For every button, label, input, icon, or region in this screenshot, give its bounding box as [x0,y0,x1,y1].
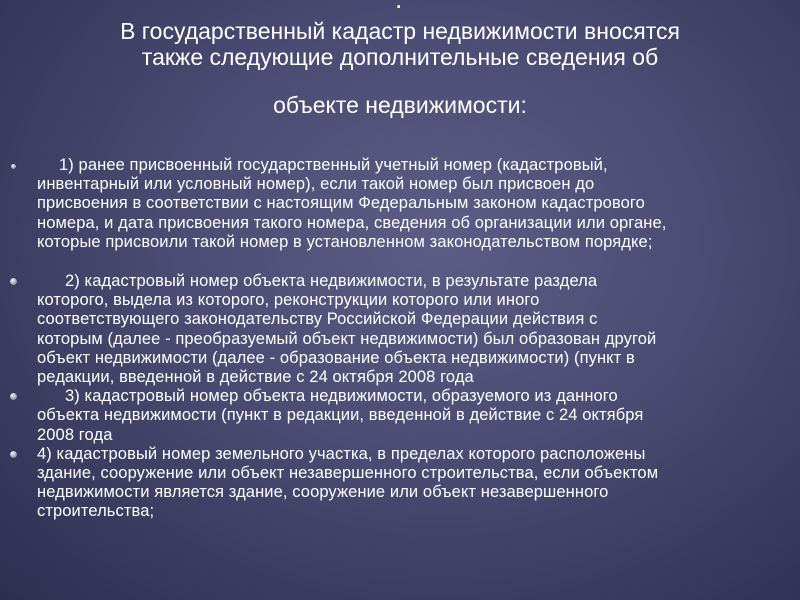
title-line: В государственный кадастр недвижимости вносятся [120,18,680,44]
bullet-list [0,156,800,522]
item-line: инвентарный или условный номер), если такой номер был присвоен до [37,175,595,194]
item-lead: 1) ранее присвоенный государственный учетный номер (кадастровый, [59,156,608,174]
item-line: объект недвижимости (далее - образование объекта недвижимости) (пункт в [37,348,635,367]
bullet-icon [10,278,17,285]
item-line: которым (далее - преобразуемый объект недвижимости) был образован другой [37,329,657,348]
item-line: которого, выдела из которого, реконструкции которого или иного [37,291,540,310]
bullet-icon [10,451,17,458]
list-item [0,272,800,387]
item-line: присвоения в соответствии с настоящим Федеральным законом кадастрового [37,194,645,213]
title-line: объекте недвижимости: [273,92,527,118]
item-line: строительства; [37,502,155,521]
item-line: объекта недвижимости (пункт в редакции, введенной в действие с 24 октября [37,406,644,425]
item-line: которые присвоили такой номер в установленном законодательством порядке; [37,232,653,251]
title-line: также следующие дополнительные сведения об [141,44,659,70]
list-item [0,387,800,445]
item-lead: 2) кадастровый номер объекта недвижимости, в результате раздела [65,272,598,291]
item-line: соответствующего законодательству Российской Федерации действия с [37,310,598,329]
bullet-icon [11,164,16,169]
item-line: 2008 года [37,425,113,444]
item-line: недвижимости является здание, сооружение или объект незавершенного [37,483,609,502]
item-line: редакции, введенной в действие с 24 октября 2008 года [37,368,474,387]
bullet-icon [10,393,17,400]
item-line: здание, сооружение или объект незавершенного строительства, если объектом [37,464,659,483]
title-dot [395,0,402,12]
slide-title [0,18,800,118]
list-item [0,156,800,252]
item-line: номера, и дата присвоения такого номера, сведения об организации или органе, [37,213,667,232]
item-lead: 3) кадастровый номер объекта недвижимости, образуемого из данного [65,387,618,406]
item-lead: 4) кадастровый номер земельного участка, в пределах которого расположены [37,444,646,463]
list-item [0,445,800,522]
